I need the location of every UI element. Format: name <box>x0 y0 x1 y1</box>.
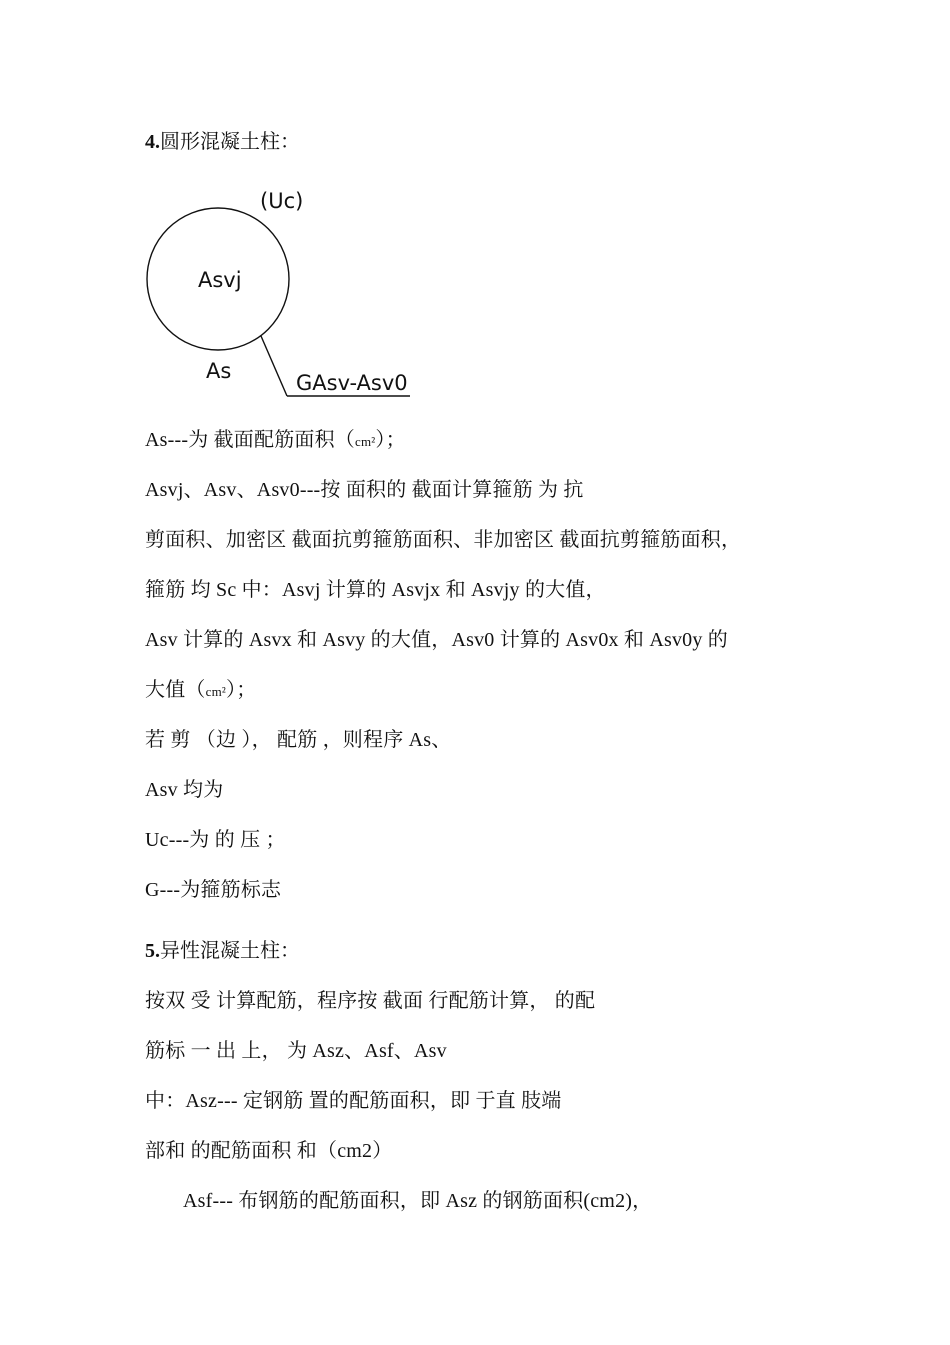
text-line: Uc---为 的 压 ； <box>145 829 286 851</box>
section-4-number: 4. <box>145 131 160 153</box>
gasv-label: GAsv-Asv0 <box>296 371 408 395</box>
text-line: 部和 的配筋面积 和（cm2） <box>145 1140 393 1162</box>
section-5-title: 异性混凝土柱： <box>160 940 300 962</box>
section-5-number: 5. <box>145 940 160 962</box>
text-line: As---为 截面配筋面积（cm²）； <box>145 429 406 451</box>
text-line: G---为箍筋标志 <box>145 879 282 901</box>
circular-column-diagram <box>140 180 430 405</box>
text-line: Asf--- 布钢筋的配筋面积，即 Asz 的钢筋面积(cm2)， <box>183 1190 653 1212</box>
text-line: 中：Asz--- 定钢筋 置的配筋面积，即 于直 肢端 <box>145 1090 562 1112</box>
as-label: As <box>206 359 232 383</box>
section-5-heading <box>145 934 300 963</box>
text-line: Asv 计算的 Asvx 和 Asvy 的大值，Asv0 计算的 Asv0x 和 Asv0y 的 <box>145 629 728 651</box>
text-line: Asvj、Asv、Asv0---按 面积的 截面计算箍筋 为 抗 <box>145 479 584 501</box>
text-line: 箍筋 均 Sc 中：Asvj 计算的 Asvjx 和 Asvjy 的大值， <box>145 579 606 601</box>
section-4-title: 圆形混凝土柱： <box>160 131 300 153</box>
text-line: 大值（cm²）； <box>145 679 257 701</box>
asvj-label: Asvj <box>198 268 242 292</box>
text-line: 筋标 一 出 上， 为 Asz、Asf、Asv <box>145 1040 447 1062</box>
leader-line <box>261 336 287 396</box>
uc-label: (Uc) <box>260 189 304 213</box>
text-line: 剪面积、加密区 截面抗剪箍筋面积、非加密区 截面抗剪箍筋面积， <box>145 529 742 551</box>
text-line: 按双 受 计算配筋，程序按 截面 行配筋计算， 的配 <box>145 990 596 1012</box>
text-line: Asv 均为 <box>145 779 224 801</box>
text-line: 若 剪 （边 ）， 配筋 ，则程序 As、 <box>145 729 452 751</box>
section-4-heading <box>145 125 300 154</box>
